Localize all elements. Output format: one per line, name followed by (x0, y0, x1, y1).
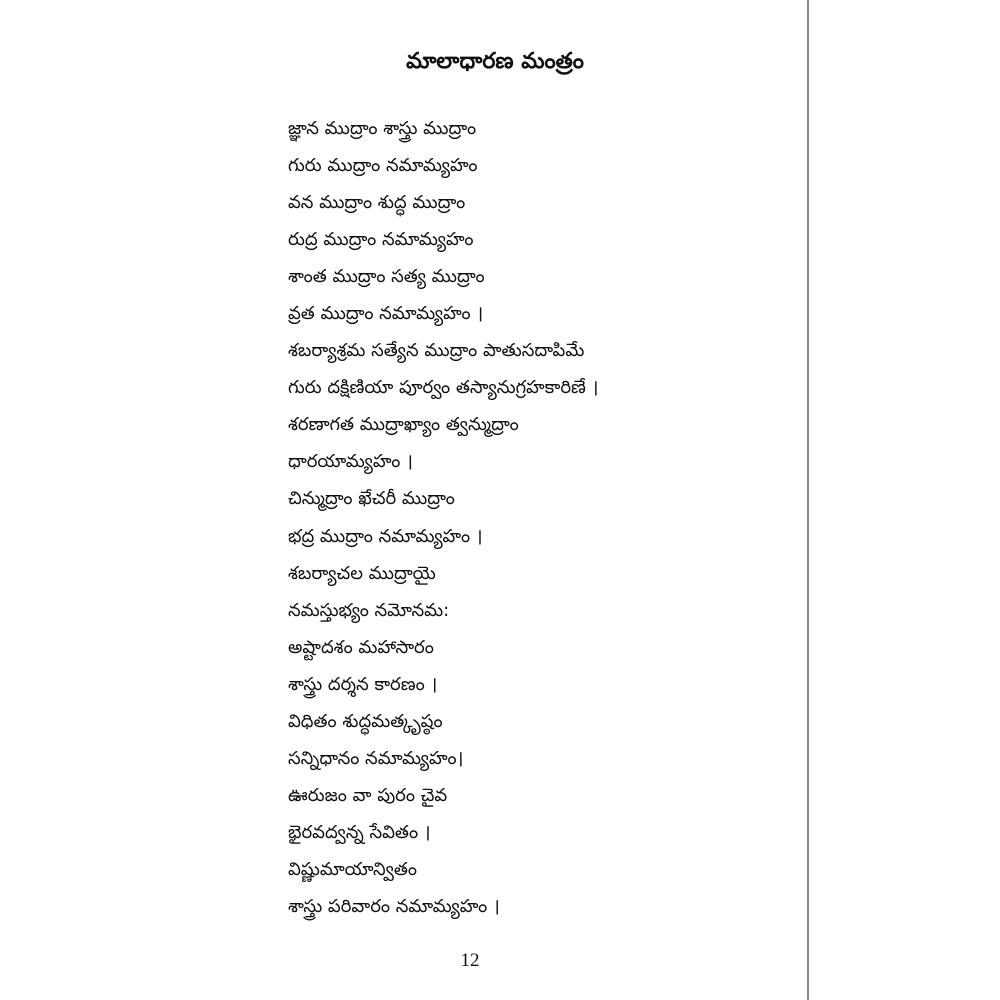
verse-line: భద్ర ముద్రాం నమామ్యహం । (288, 525, 483, 547)
verse-line: శరణాగత ముద్రాఖ్యాం త్వన్ముద్రాం (288, 414, 519, 436)
page-edge-divider (807, 0, 809, 1000)
verse-line: శబర్యాశ్రమ సత్యేన ముద్రాం పాతుసదాపిమే (288, 340, 585, 362)
page-number: 12 (460, 950, 480, 971)
verse-line: శాస్త్రు పరివారం నమామ్యహం । (288, 895, 500, 917)
verse-line: జ్ఞాన ముద్రాం శాస్త్రు ముద్రాం (288, 118, 477, 139)
page-title: మాలాధారణ మంత్రం (406, 49, 584, 74)
verse-line: నమస్తుభ్యం నమోనమ: (288, 599, 450, 621)
verse-line: అష్టాదశం మహాసారం (288, 636, 434, 658)
verse-line: సన్నిధానం నమామ్యహం। (288, 747, 464, 769)
verse-line: చిన్ముద్రాం ఖేచరీ ముద్రాం (288, 488, 455, 510)
verse-line: గురు దక్షిణియా పూర్వం తస్యానుగ్రహకారిణే । (288, 377, 599, 399)
verse-line: శబర్యాచల ముద్రాయై (288, 562, 436, 584)
verse-line: ధారయామ్యహం । (288, 451, 413, 473)
verse-line: భైరవద్వన్న సేవితం । (288, 821, 431, 843)
verse-line: విధితం శుద్ధమత్కృష్ఠం (288, 710, 443, 732)
verse-line: రుద్ర ముద్రాం నమామ్యహం (288, 229, 474, 251)
verse-line: వన ముద్రాం శుద్ధ ముద్రాం (288, 192, 466, 214)
verse-line: శాస్త్రు దర్శన కారణం । (288, 673, 438, 695)
verse-block (288, 110, 598, 925)
verse-line: వ్రత ముద్రాం నమామ్యహం । (288, 303, 484, 325)
verse-line: విష్ణుమాయాన్వితం (288, 858, 418, 880)
verse-line: గురు ముద్రాం నమామ్యహం (288, 155, 478, 177)
verse-line: శాంత ముద్రాం సత్య ముద్రాం (288, 266, 485, 288)
verse-line: ఊరుజం వా పురం చైవ (288, 784, 448, 806)
